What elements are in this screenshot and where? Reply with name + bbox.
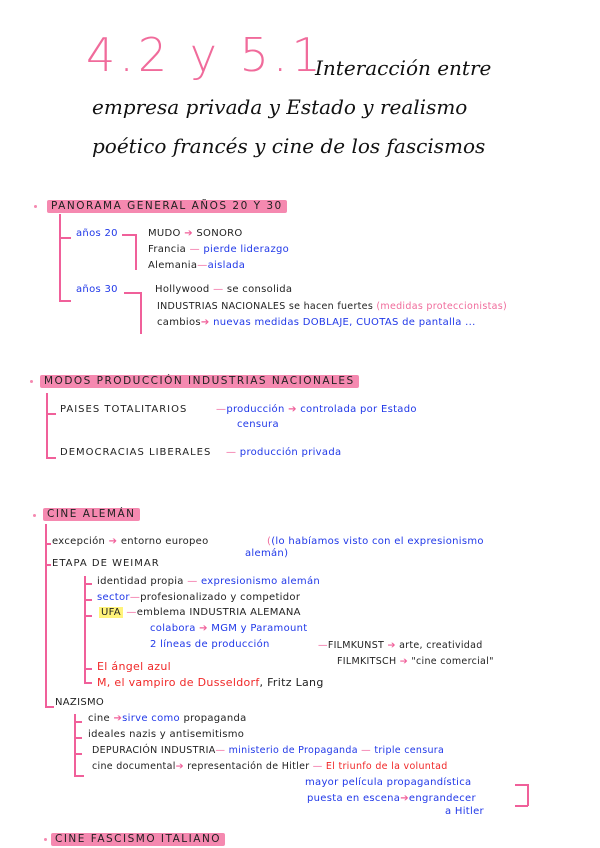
- text-representacion-hitler: representación de Hitler: [187, 761, 310, 772]
- line-industrias: [157, 301, 507, 313]
- text-produccion: producción: [226, 404, 285, 415]
- arrow-right-icon: ➔: [288, 404, 297, 415]
- line-documental: [92, 761, 448, 773]
- text-emblema: emblema INDUSTRIA ALEMANA: [136, 607, 301, 618]
- text-nuevas-medidas: nuevas medidas DOBLAJE, CUOTAS de pantalla ...: [213, 317, 476, 328]
- dash-icon: —: [126, 607, 137, 618]
- section-header-cine-fascismo-italiano: CINE FASCISMO ITALIANO: [51, 833, 225, 846]
- line-produccion-controlada: [216, 404, 417, 416]
- text-nazismo: NAZISMO: [55, 697, 105, 708]
- tree-branch: [45, 706, 54, 708]
- text-cine-comercial: "cine comercial": [411, 656, 494, 667]
- text-se-consolida: se consolida: [226, 284, 293, 295]
- title-line-2: empresa privada y Estado y realismo: [92, 95, 468, 119]
- text-depuracion-industria: DEPURACIÓN INDUSTRIA: [92, 745, 216, 756]
- line-alemania: [148, 260, 245, 272]
- line-filmkitsch: [337, 656, 494, 668]
- line-francia: [148, 244, 289, 256]
- title-number: 4.2 y 5.1: [86, 28, 325, 82]
- arrow-right-icon: ➔: [200, 317, 210, 328]
- tree-line: [45, 524, 47, 708]
- section-header-modos-produccion: MODOS PRODUCCIÓN INDUSTRIAS NACIONALES: [40, 375, 359, 388]
- text-hollywood: Hollywood: [155, 284, 210, 295]
- text-note-line-2: alemán): [245, 548, 289, 559]
- text-note-line-1: (lo habíamos visto con el expresionismo: [271, 536, 484, 547]
- label-anos-30: años 30: [76, 284, 118, 295]
- text-mayor-pelicula: mayor película propagandística: [305, 777, 472, 788]
- text-censura: censura: [237, 419, 279, 430]
- text-ministerio-propaganda: ministerio de Propaganda: [228, 745, 358, 756]
- text-triple-censura: triple censura: [374, 745, 445, 756]
- text-medidas-proteccionistas: (medidas proteccionistas): [376, 301, 508, 312]
- line-cine-propaganda: [88, 713, 247, 725]
- text-sector: sector: [97, 592, 130, 603]
- tree-branch: [46, 413, 56, 415]
- text-filmkitsch: FILMKITSCH: [337, 656, 397, 667]
- text-filmkunst: FILMKUNST: [327, 640, 385, 651]
- tree-line: [135, 234, 137, 270]
- tree-line: [140, 292, 142, 334]
- line-excepcion: [52, 536, 209, 548]
- arrow-right-icon: ➔: [113, 713, 123, 724]
- bullet-dot: [44, 838, 47, 841]
- text-ideales-nazis: ideales nazis y antisemitismo: [88, 729, 245, 740]
- dash-icon: —: [197, 260, 208, 271]
- text-a-hitler: a Hitler: [445, 806, 484, 817]
- text-francia: Francia: [148, 244, 187, 255]
- tree-branch: [59, 300, 71, 302]
- tree-branch: [74, 737, 82, 739]
- arrow-right-icon: ➔: [399, 656, 408, 667]
- dash-icon: —: [189, 244, 200, 255]
- bracket-line: [527, 784, 529, 806]
- tree-branch: [74, 721, 82, 723]
- tree-branch: [84, 668, 92, 670]
- tree-line: [59, 214, 61, 301]
- arrow-right-icon: ➔: [400, 793, 409, 804]
- tree-branch: [84, 615, 92, 617]
- arrow-right-icon: ➔: [175, 761, 184, 772]
- line-cambios: [157, 317, 476, 329]
- arrow-right-icon: ➔: [184, 228, 193, 239]
- text-alemania: Alemania: [148, 260, 198, 271]
- line-depuracion: [92, 745, 444, 757]
- text-sonoro: SONORO: [196, 228, 243, 239]
- text-expresionismo-aleman: expresionismo alemán: [201, 576, 321, 587]
- text-cambios: cambios: [157, 317, 201, 328]
- text-puesta-en-escena: puesta en escena: [307, 793, 401, 804]
- line-vampiro: [97, 677, 324, 689]
- line-hollywood: [155, 284, 292, 296]
- text-cine-documental: cine documental: [92, 761, 176, 772]
- dash-icon: —: [215, 745, 226, 756]
- tree-branch: [59, 237, 71, 239]
- tree-line: [84, 576, 86, 683]
- text-cine: cine: [88, 713, 110, 724]
- dash-icon: —: [312, 761, 323, 772]
- dash-icon: —: [361, 745, 371, 756]
- text-lineas-produccion: 2 líneas de producción: [150, 639, 270, 650]
- line-filmkunst: —FILMKUNST ➔ arte, creatividad: [318, 640, 483, 651]
- tree-branch: [84, 599, 92, 601]
- bullet-dot: [33, 514, 36, 517]
- text-sirve-como: sirve como: [122, 713, 180, 724]
- section-header-panorama: PANORAMA GENERAL AÑOS 20 Y 30: [47, 200, 287, 213]
- text-mudo: MUDO: [148, 228, 181, 239]
- bullet-dot: [34, 205, 37, 208]
- dash-icon: —: [216, 404, 227, 415]
- tree-branch: [45, 564, 51, 566]
- tree-line: [46, 393, 48, 458]
- text-identidad-propia: identidad propia: [97, 576, 184, 587]
- line-sector: [97, 592, 300, 604]
- tree-branch: [84, 583, 92, 585]
- text-angel-azul: El ángel azul: [97, 660, 171, 673]
- arrow-right-icon: ➔: [108, 536, 118, 547]
- text-mgm-paramount: MGM y Paramount: [211, 623, 308, 634]
- text-aislada: aislada: [207, 260, 246, 271]
- text-colabora: colabora: [150, 623, 196, 634]
- tree-line: [74, 714, 76, 776]
- line-colabora: [150, 623, 307, 635]
- text-triunfo-voluntad: El triunfo de la voluntad: [325, 761, 448, 772]
- label-anos-20: años 20: [76, 228, 118, 239]
- text-etapa-weimar: ETAPA DE WEIMAR: [52, 558, 160, 569]
- dash-icon: —: [187, 576, 198, 587]
- bullet-dot: [30, 380, 33, 383]
- arrow-right-icon: ➔: [199, 623, 208, 634]
- tree-branch: [74, 775, 84, 777]
- text-vampiro-dusseldorf: M, el vampiro de Dusseldorf: [97, 676, 260, 689]
- text-produccion-privada: producción privada: [239, 447, 342, 458]
- text-note-expresionismo: ((lo habíamos visto con el expresionismo: [267, 536, 484, 547]
- dash-icon: —: [129, 592, 141, 603]
- text-paises-totalitarios: PAISES TOTALITARIOS: [60, 404, 188, 415]
- text-fritz-lang: , Fritz Lang: [259, 676, 324, 689]
- text-arte-creatividad: arte, creatividad: [399, 640, 483, 651]
- arrow-right-icon: ➔: [387, 640, 396, 651]
- text-excepcion: excepción: [52, 536, 106, 547]
- text-entorno-europeo: entorno europeo: [120, 536, 209, 547]
- text-propaganda: propaganda: [183, 713, 247, 724]
- title-line-3: poético francés y cine de los fascismos: [92, 134, 486, 158]
- section-header-cine-aleman: CINE ALEMÁN: [43, 508, 140, 521]
- line-ufa: [99, 607, 301, 619]
- dash-icon: —: [226, 447, 237, 458]
- text-pierde-liderazgo: pierde liderazgo: [203, 244, 290, 255]
- text-democracias-liberales: DEMOCRACIAS LIBERALES: [60, 447, 212, 458]
- line-identidad: [97, 576, 320, 588]
- dash-icon: —: [213, 284, 224, 295]
- text-ufa-highlighted: UFA: [101, 607, 121, 618]
- bracket-line: [515, 805, 528, 807]
- line-produccion-privada: [226, 447, 341, 459]
- tree-branch: [74, 753, 82, 755]
- tree-branch: [46, 457, 56, 459]
- text-profesionalizado: profesionalizado y competidor: [140, 592, 301, 603]
- tree-branch: [84, 682, 92, 684]
- tree-branch: [45, 543, 51, 545]
- text-industrias: INDUSTRIAS NACIONALES se hacen fuertes: [157, 301, 374, 312]
- line-mudo: [148, 228, 243, 240]
- line-puesta-escena: [307, 793, 476, 805]
- title-line-1: Interacción entre: [315, 56, 492, 80]
- text-controlada-por-estado: controlada por Estado: [300, 404, 417, 415]
- text-engrandecer: engrandecer: [408, 793, 476, 804]
